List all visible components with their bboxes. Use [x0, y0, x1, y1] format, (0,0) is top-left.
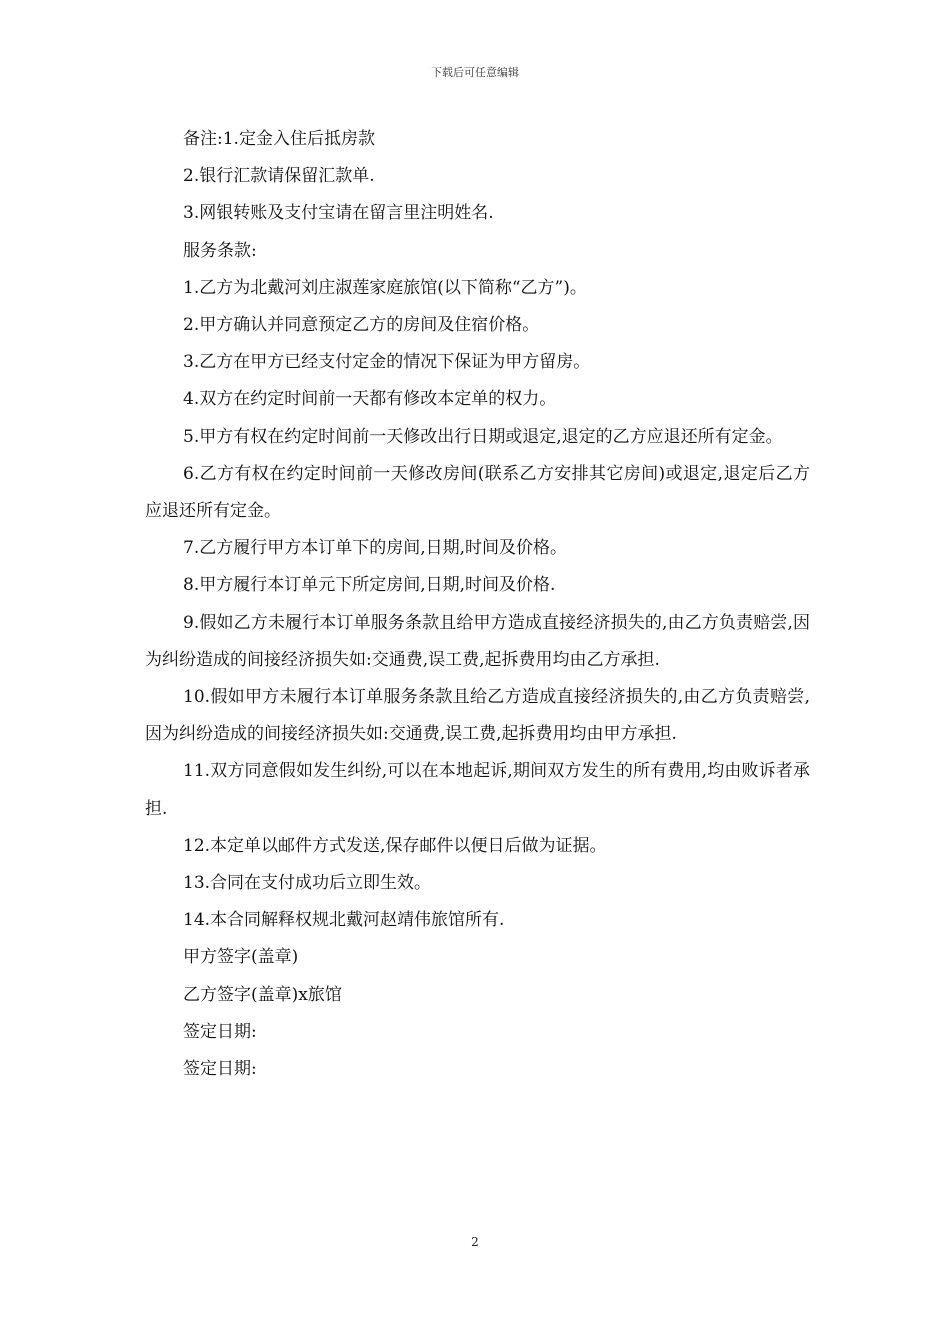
term-2: 2.甲方确认并同意预定乙方的房间及住宿价格。: [183, 315, 540, 336]
signing-date-a: 签定日期:: [183, 1021, 257, 1042]
term-7: 7.乙方履行甲方本订单下的房间,日期,时间及价格。: [183, 538, 568, 559]
term-8: 8.甲方履行本订单元下所定房间,日期,时间及价格.: [183, 575, 556, 596]
term-9: 9.假如乙方未履行本订单服务条款且给甲方造成直接经济损失的,由乙方负责赔尝,因为纠纷造成的间接经济损失如:交通费,误工费,起拆费用均由乙方承担.: [145, 612, 810, 670]
term-10: 10.假如甲方未履行本订单服务条款且给乙方造成直接经济损失的,由乙方负责赔尝,因为纠纷造成的间接经济损失如:交通费,误工费,起拆费用均由甲方承担.: [145, 687, 810, 745]
signature-party-a: 甲方签字(盖章): [183, 947, 299, 968]
term-11: 11.双方同意假如发生纠纷,可以在本地起诉,期间双方发生的所有费用,均由败诉者承担.: [145, 761, 810, 819]
document-body: [145, 121, 810, 1088]
note-online-payment: 3.网银转账及支付宝请在留言里注明姓名.: [183, 203, 494, 224]
signing-date-b: 签定日期:: [183, 1059, 257, 1080]
section-heading-service-terms: 服务条款:: [183, 240, 257, 261]
term-6: 6.乙方有权在约定时间前一天修改房间(联系乙方安排其它房间)或退定,退定后乙方应退还所有定金。: [145, 463, 810, 522]
signature-party-b: 乙方签字(盖章)x旅馆: [183, 984, 342, 1005]
note-deposit: 备注:1.定金入住后抵房款: [183, 129, 375, 149]
term-12: 12.本定单以邮件方式发送,保存邮件以便日后做为证据。: [183, 835, 607, 856]
term-14: 14.本合同解释权规北戴河赵靖伟旅馆所有.: [183, 910, 505, 931]
page-number: 2: [471, 1235, 479, 1249]
term-1: 1.乙方为北戴河刘庄淑莲家庭旅馆(以下简称“乙方”)。: [183, 277, 587, 298]
term-5: 5.甲方有权在约定时间前一天修改出行日期或退定,退定的乙方应退还所有定金。: [183, 426, 783, 447]
page-header: 下载后可任意编辑: [431, 66, 519, 79]
term-3: 3.乙方在甲方已经支付定金的情况下保证为甲方留房。: [183, 352, 591, 373]
note-bank-transfer: 2.银行汇款请保留汇款单.: [183, 166, 375, 187]
term-4: 4.双方在约定时间前一天都有修改本定单的权力。: [183, 389, 557, 410]
term-13: 13.合同在支付成功后立即生效。: [183, 873, 432, 894]
